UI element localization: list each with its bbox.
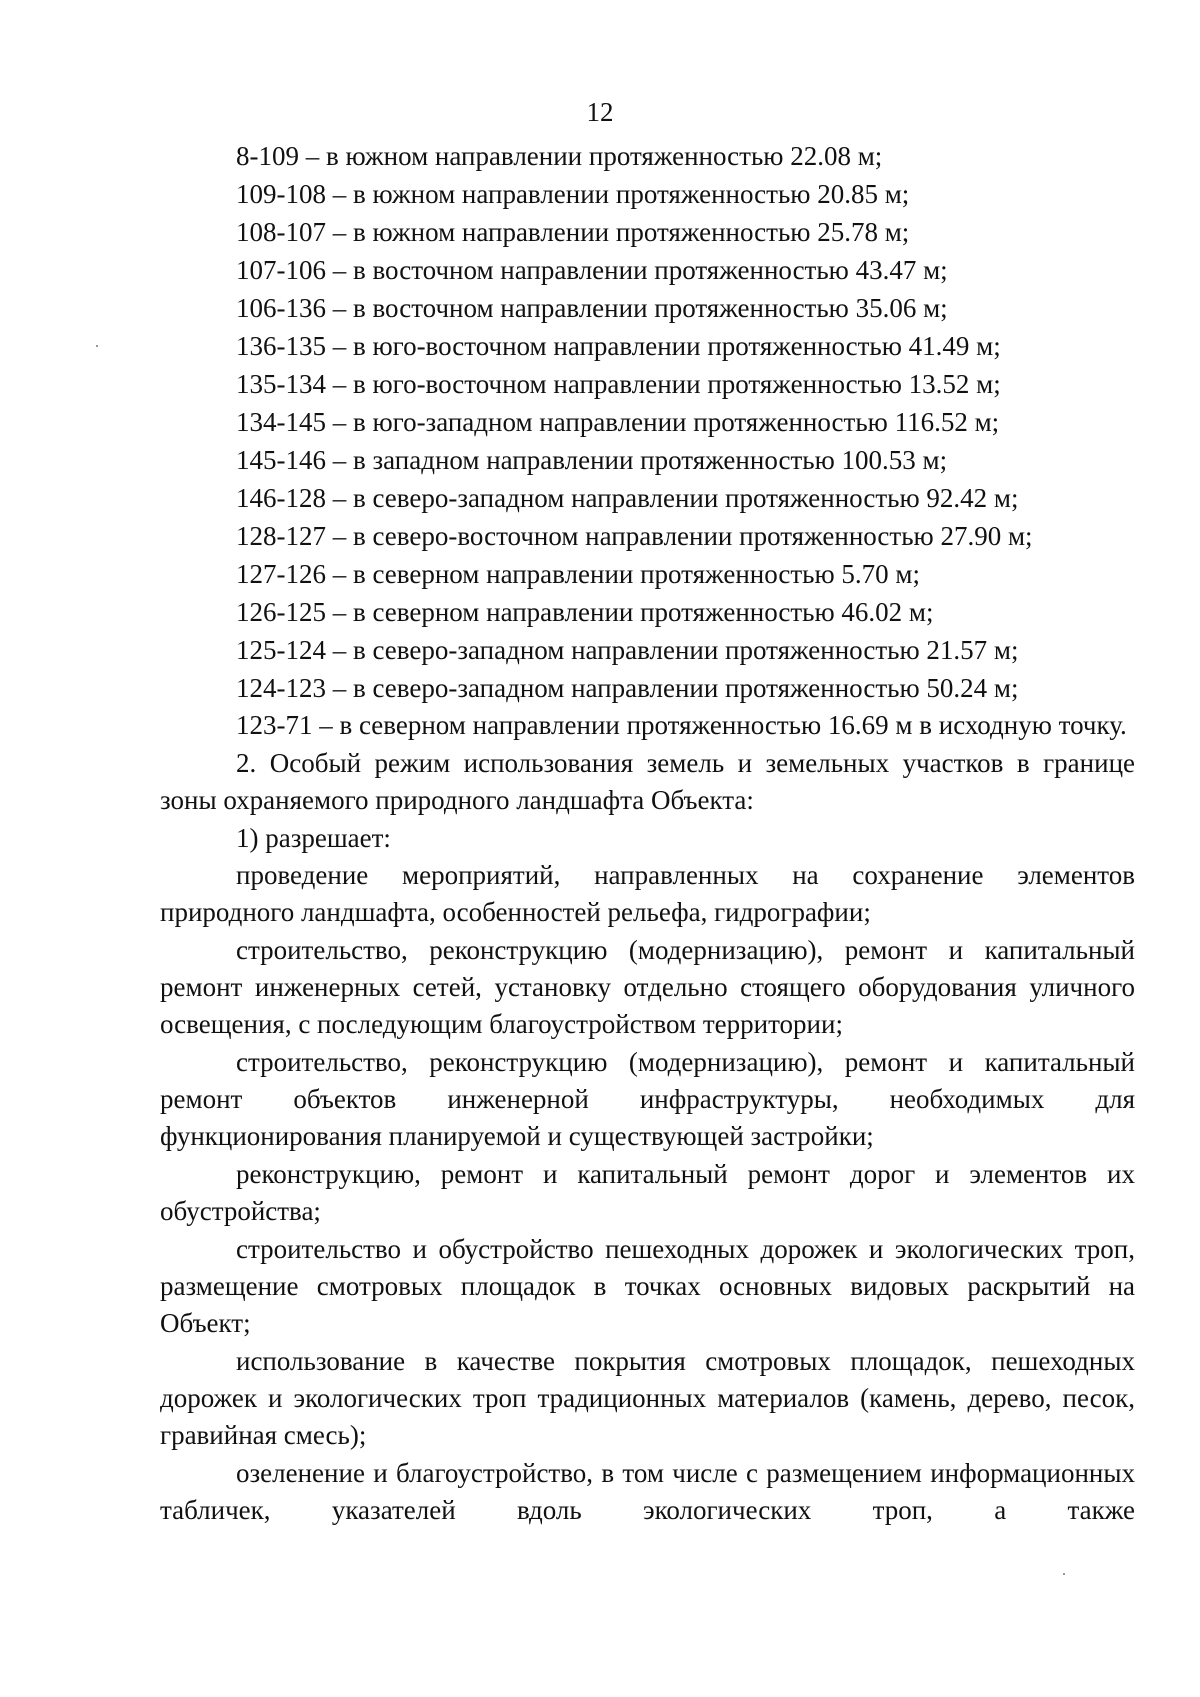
allows-subsection-header: 1) разрешает:: [236, 823, 391, 853]
boundary-segment: 145-146 – в западном направлении протяженностью 100.53 м;: [236, 445, 948, 475]
boundary-segment: 126-125 – в северном направлении протяженностью 46.02 м;: [236, 597, 934, 627]
allowed-activity-item: использование в качестве покрытия смотровых площадок, пешеходных дорожек и экологических троп традиционных материалов (камень, дерево, песок, гравийная смесь);: [160, 1346, 1135, 1450]
scan-speck: [96, 345, 98, 347]
final-boundary-segment: 123-71 – в северном направлении протяженностью 16.69 м в исходную точку.: [236, 710, 1127, 740]
allowed-activity-item: реконструкцию, ремонт и капитальный ремонт дорог и элементов их обустройства;: [160, 1159, 1135, 1226]
allowed-activity-item: проведение мероприятий, направленных на сохранение элементов природного ландшафта, особенностей рельефа, гидрографии;: [160, 860, 1135, 927]
section-2-paragraph: 2. Особый режим использования земель и земельных участков в границе зоны охраняемого природного ландшафта Объекта:: [160, 748, 1135, 815]
allowed-activity-item: строительство, реконструкцию (модернизацию), ремонт и капитальный ремонт инженерных сетей, установку отдельно стоящего оборудования уличного освещения, с последующим благоустройством территории;: [160, 935, 1135, 1039]
boundary-segment: 146-128 – в северо-западном направлении протяженностью 92.42 м;: [236, 483, 1019, 513]
boundary-segment-list: [160, 137, 1135, 707]
page-number: 12: [586, 97, 614, 127]
boundary-segment: 135-134 – в юго-восточном направлении протяженностью 13.52 м;: [236, 369, 1001, 399]
boundary-segment: 136-135 – в юго-восточном направлении протяженностью 41.49 м;: [236, 331, 1001, 361]
boundary-segment: 8-109 – в южном направлении протяженностью 22.08 м;: [236, 141, 883, 171]
boundary-segment: 125-124 – в северо-западном направлении протяженностью 21.57 м;: [236, 635, 1019, 665]
allowed-activity-item: строительство и обустройство пешеходных дорожек и экологических троп, размещение смотровых площадок в точках основных видовых раскрытий на Объект;: [160, 1234, 1135, 1338]
boundary-segment: 134-145 – в юго-западном направлении протяженностью 116.52 м;: [236, 407, 1000, 437]
allowed-activity-item: озеленение и благоустройство, в том числе с размещением информационных табличек, указателей вдоль экологических троп, а также: [160, 1458, 1135, 1525]
boundary-segment: 109-108 – в южном направлении протяженностью 20.85 м;: [236, 179, 910, 209]
allowed-activity-item: строительство, реконструкцию (модернизацию), ремонт и капитальный ремонт объектов инженерной инфраструктуры, необходимых для функционирования планируемой и существующей застройки;: [160, 1047, 1135, 1151]
boundary-segment: 106-136 – в восточном направлении протяженностью 35.06 м;: [236, 293, 948, 323]
boundary-segment: 124-123 – в северо-западном направлении протяженностью 50.24 м;: [236, 673, 1019, 703]
scan-speck: [1063, 1573, 1065, 1575]
boundary-segment: 128-127 – в северо-восточном направлении протяженностью 27.90 м;: [236, 521, 1033, 551]
document-body: [160, 137, 1135, 1530]
allowed-activities-list: [160, 857, 1135, 1529]
boundary-segment: 127-126 – в северном направлении протяженностью 5.70 м;: [236, 559, 921, 589]
boundary-segment: 107-106 – в восточном направлении протяженностью 43.47 м;: [236, 255, 948, 285]
boundary-segment: 108-107 – в южном направлении протяженностью 25.78 м;: [236, 217, 910, 247]
